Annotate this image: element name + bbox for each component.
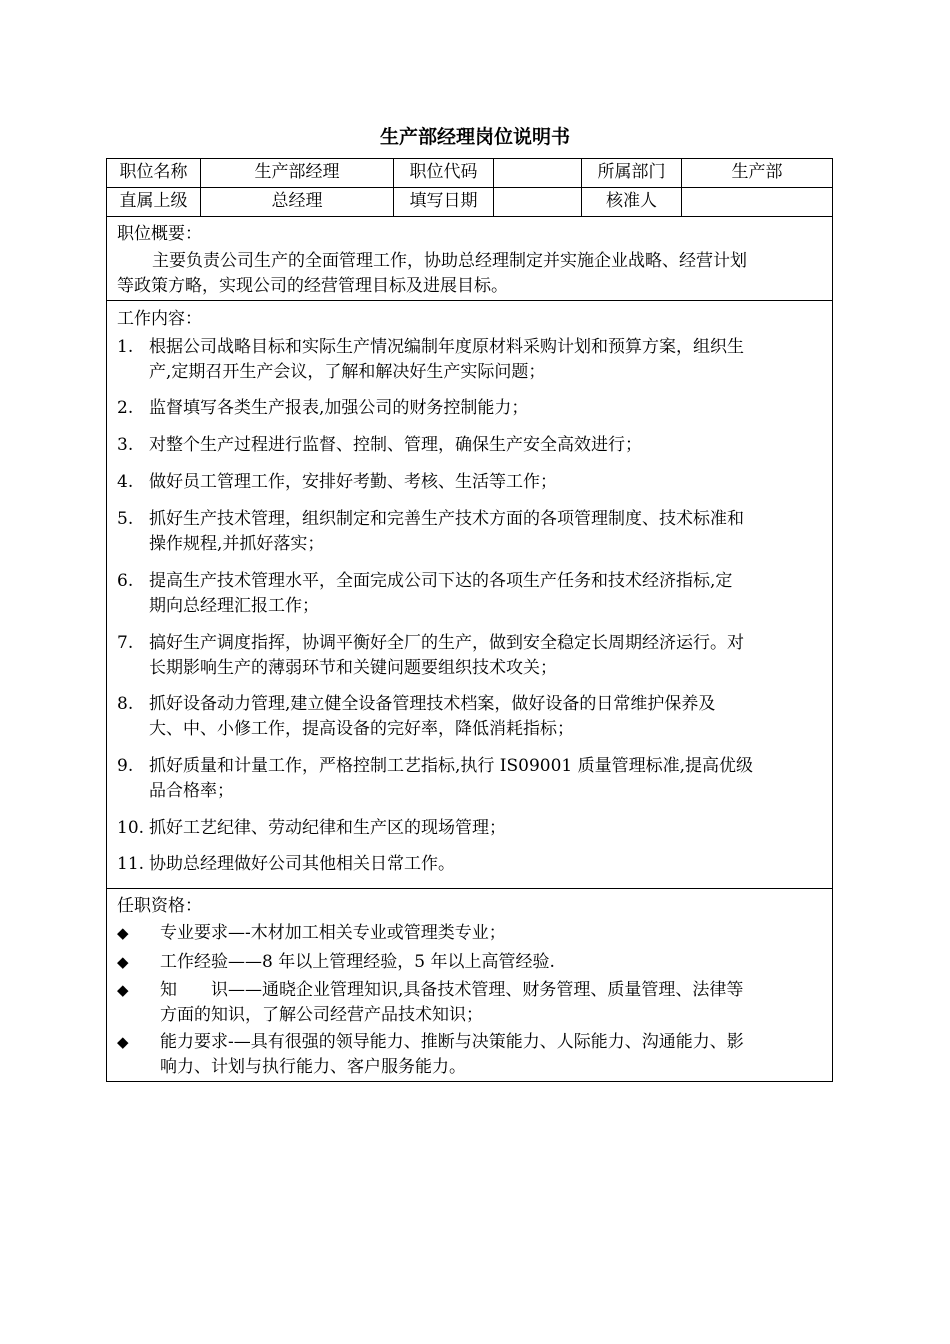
qualification-line: 响力、计划与执行能力、客户服务能力。: [160, 1057, 466, 1077]
overview-heading: 职位概要：: [117, 224, 202, 244]
qualification-line: 方面的知识，了解公司经营产品技术知识；: [160, 1005, 483, 1025]
duty-line: 品合格率；: [149, 781, 234, 801]
duties-divider: [106, 888, 833, 889]
duty-line: 产,定期召开生产会议，了解和解决好生产实际问题；: [149, 362, 546, 382]
qualification-line: 知 识——通晓企业管理知识,具备技术管理、财务管理、质量管理、法律等: [160, 980, 744, 1000]
qualification-line: 工作经验——8 年以上管理经验，5 年以上高管经验.: [160, 952, 555, 972]
overview-line: 等政策方略，实现公司的经营管理目标及进展目标。: [117, 276, 508, 296]
duty-line: 期向总经理汇报工作；: [149, 596, 319, 616]
duty-line: 大、中、小修工作，提高设备的完好率，降低消耗指标；: [149, 719, 574, 739]
duty-line: 根据公司战略目标和实际生产情况编制年度原材料采购计划和预算方案，组织生: [149, 337, 744, 357]
qualification-line: 专业要求—-木材加工相关专业或管理类专业；: [160, 923, 506, 943]
qualifications-heading: 任职资格：: [117, 896, 202, 916]
duty-number: 5.: [117, 509, 134, 529]
value-position-name: 生产部经理: [254, 162, 340, 182]
label-fill-date: 填写日期: [409, 191, 478, 211]
overview-divider: [106, 300, 833, 301]
duty-number: 9.: [117, 756, 134, 776]
duty-line: 搞好生产调度指挥，协调平衡好全厂的生产，做到安全稳定长周期经济运行。对: [149, 633, 744, 653]
duty-line: 监督填写各类生产报表,加强公司的财务控制能力；: [149, 398, 529, 418]
label-department: 所属部门: [597, 162, 666, 182]
duty-line: 抓好生产技术管理，组织制定和完善生产技术方面的各项管理制度、技术标准和: [149, 509, 744, 529]
duty-number: 10.: [117, 818, 145, 838]
document-title: 生产部经理岗位说明书: [379, 126, 570, 148]
duty-line: 长期影响生产的薄弱环节和关键问题要组织技术攻关；: [149, 658, 557, 678]
duty-number: 8.: [117, 694, 134, 714]
duty-number: 3.: [117, 435, 134, 455]
duty-number: 1.: [117, 337, 134, 357]
label-position-name: 职位名称: [119, 162, 188, 182]
duty-line: 对整个生产过程进行监督、控制、管理，确保生产安全高效进行；: [149, 435, 642, 455]
label-position-code: 职位代码: [409, 162, 478, 182]
duties-heading: 工作内容：: [117, 309, 202, 329]
duty-number: 2.: [117, 398, 134, 418]
value-fill-date: [494, 187, 581, 216]
duty-number: 6.: [117, 571, 134, 591]
duty-line: 抓好工艺纪律、劳动纪律和生产区的现场管理；: [149, 818, 506, 838]
label-supervisor: 直属上级: [119, 191, 188, 211]
diamond-bullet-icon: ◆: [117, 981, 129, 999]
duty-line: 提高生产技术管理水平，全面完成公司下达的各项生产任务和技术经济指标,定: [149, 571, 733, 591]
duty-number: 4.: [117, 472, 134, 492]
overview-line: 主要负责公司生产的全面管理工作，协助总经理制定并实施企业战略、经营计划: [152, 251, 747, 271]
value-position-code: [494, 158, 581, 187]
label-approver: 核准人: [606, 191, 657, 211]
duty-line: 做好员工管理工作，安排好考勤、考核、生活等工作；: [149, 472, 557, 492]
diamond-bullet-icon: ◆: [117, 924, 129, 942]
value-department: 生产部: [731, 162, 783, 182]
duty-line: 抓好设备动力管理,建立健全设备管理技术档案，做好设备的日常维护保养及: [149, 694, 716, 714]
duty-line: 操作规程,并抓好落实；: [149, 534, 325, 554]
duty-number: 7.: [117, 633, 134, 653]
value-approver: [682, 187, 832, 216]
duty-line: 协助总经理做好公司其他相关日常工作。: [149, 854, 455, 874]
row-divider-2: [106, 216, 833, 217]
value-supervisor: 总经理: [271, 191, 323, 211]
duty-line: 抓好质量和计量工作，严格控制工艺指标,执行 IS09001 质量管理标准,提高优级: [149, 756, 754, 776]
diamond-bullet-icon: ◆: [117, 1033, 129, 1051]
duty-number: 11.: [117, 854, 145, 874]
qualification-line: 能力要求-—具有很强的领导能力、推断与决策能力、人际能力、沟通能力、影: [160, 1032, 744, 1052]
diamond-bullet-icon: ◆: [117, 953, 129, 971]
